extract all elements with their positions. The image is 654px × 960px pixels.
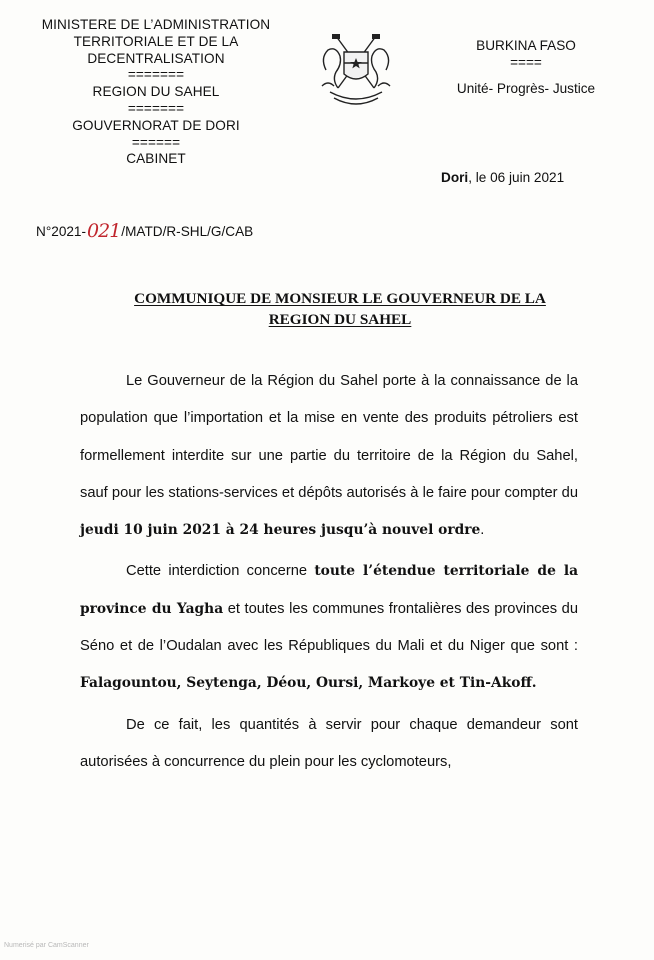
cabinet-line: CABINET [126, 151, 186, 167]
reference-suffix: /MATD/R-SHL/G/CAB [121, 224, 254, 239]
communique-title [90, 288, 590, 330]
paragraph-quantities [80, 707, 578, 782]
scanner-watermark: Numerisé par CamScanner [4, 942, 89, 949]
reference-number [36, 220, 253, 242]
country-header [446, 37, 606, 97]
dateline-place: Dori [441, 170, 469, 185]
ministry-header [20, 17, 292, 168]
header-separator: ======= [127, 100, 185, 116]
dateline-date: , le 06 juin 2021 [468, 170, 565, 185]
country-name: BURKINA FASO [476, 38, 576, 53]
paragraph-emphasis: jeudi 10 juin 2021 à 24 heures jusqu’à nouvel ordre [80, 522, 481, 539]
header-separator: ======= [127, 67, 185, 83]
title-line: COMMUNIQUE DE MONSIEUR LE GOUVERNEUR DE LA [134, 290, 546, 307]
region-line: REGION DU SAHEL [92, 84, 220, 100]
paragraph-emphasis: toute l’étendue territoriale de la province du Yagha [80, 563, 579, 617]
coat-of-arms-icon [314, 30, 398, 114]
paragraph-text: Cette interdiction concerne [126, 563, 315, 580]
paragraph-text: Le Gouverneur de la Région du Sahel porte à la connaissance de la population que l’importation et la mise en vente des produits pétroliers est formellement interdite sur une partie du territoire de la Région du Sahel, sauf pour les stations-services et dépôts autorisés à le faire pour compter du [80, 373, 578, 501]
national-motto: Unité- Progrès- Justice [456, 81, 596, 96]
paragraph-ban [80, 363, 578, 549]
reference-prefix: N°2021- [36, 224, 87, 239]
paragraph-text: De ce fait, les quantités à servir pour chaque demandeur sont autorisées à concurrence du plein pour les cyclomoteurs, [80, 716, 578, 770]
communique-body [80, 363, 578, 781]
paragraph-emphasis: Falagountou, Seytenga, Déou, Oursi, Markoye et Tin-Akoff. [80, 675, 537, 692]
paragraph-text: et toutes les communes frontalières des provinces du Séno et de l’Oudalan avec les Républiques du Mali et du Niger que sont : [80, 600, 578, 655]
paragraph-scope [80, 553, 578, 702]
ministry-line: TERRITORIALE ET DE LA [73, 33, 239, 49]
header-separator: ====== [131, 134, 181, 150]
title-line: REGION DU SAHEL [268, 311, 412, 328]
ministry-line: MINISTERE DE L’ADMINISTRATION [41, 17, 271, 32]
governorate-line: GOUVERNORAT DE DORI [72, 117, 240, 133]
ministry-line: DECENTRALISATION [87, 50, 225, 66]
paragraph-text: . [480, 522, 485, 539]
handwritten-number: 021 [87, 220, 121, 242]
dateline [441, 170, 564, 185]
header-separator: ==== [510, 55, 542, 70]
